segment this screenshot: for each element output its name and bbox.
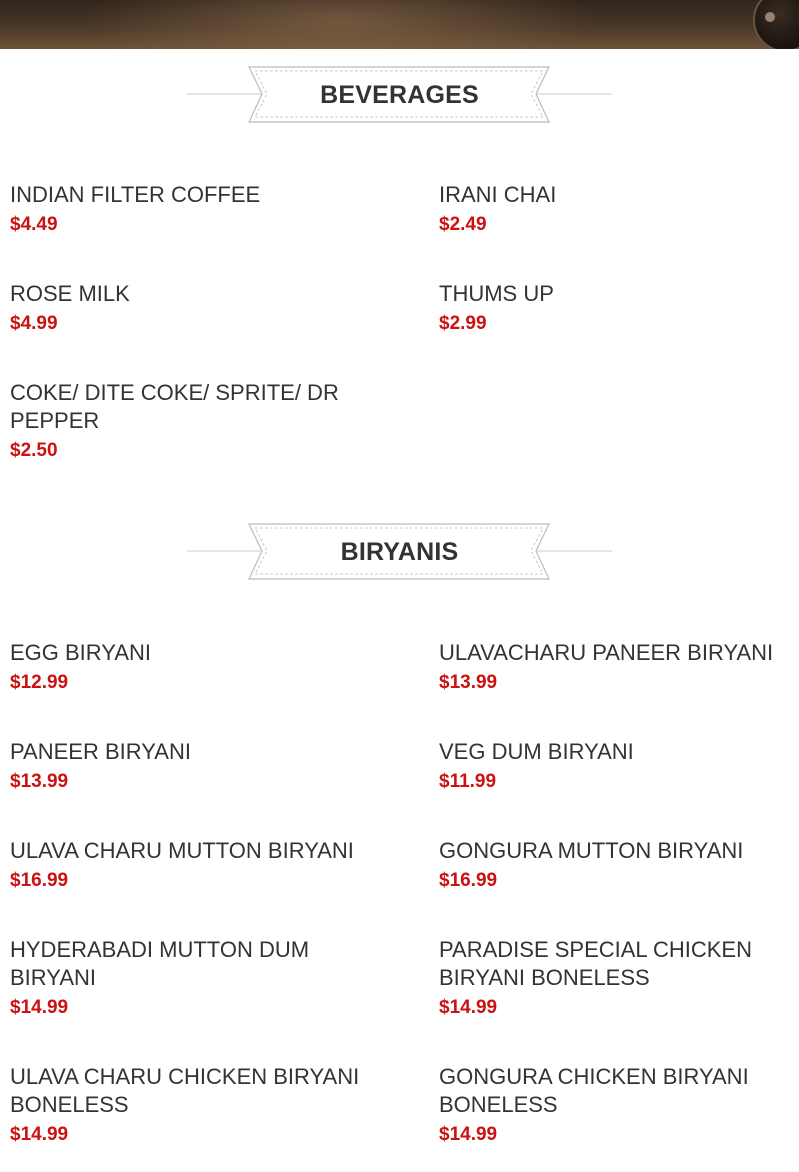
item-price: $14.99 (439, 997, 498, 1018)
item-price: $14.99 (10, 1124, 69, 1145)
item-name: INDIAN FILTER COFFEE (10, 182, 261, 207)
item-name: HYDERABADI MUTTON DUM BIRYANI (10, 937, 310, 990)
menu-item[interactable] (10, 280, 360, 336)
menu-item[interactable] (439, 280, 789, 336)
menu-item[interactable] (439, 181, 789, 237)
item-name: GONGURA CHICKEN BIRYANI BONELESS (439, 1064, 749, 1117)
item-price: $2.99 (439, 313, 487, 334)
item-name: COKE/ DITE COKE/ SPRITE/ DR PEPPER (10, 380, 339, 433)
section-title: BIRYANIS (340, 538, 459, 566)
item-price: $2.49 (439, 214, 487, 235)
item-name: ULAVA CHARU CHICKEN BIRYANI BONELESS (10, 1064, 360, 1117)
item-name: EGG BIRYANI (10, 640, 152, 665)
item-price: $14.99 (439, 1124, 498, 1145)
item-name: VEG DUM BIRYANI (439, 739, 634, 764)
menu-item[interactable] (10, 379, 360, 463)
section-banner-biryanis (187, 523, 612, 581)
menu-item[interactable] (10, 639, 360, 695)
menu-item[interactable] (439, 738, 789, 794)
hero-image-sheen (80, 0, 600, 49)
menu-item[interactable] (10, 738, 360, 794)
menu-item[interactable] (10, 181, 360, 237)
item-name: THUMS UP (439, 281, 554, 306)
item-price: $16.99 (10, 870, 69, 891)
item-price: $13.99 (439, 672, 498, 693)
menu-item[interactable] (439, 936, 789, 1020)
menu-item[interactable] (10, 936, 360, 1020)
menu-item[interactable] (439, 837, 789, 893)
item-name: GONGURA MUTTON BIRYANI (439, 838, 744, 863)
item-price: $4.99 (10, 313, 58, 334)
coffee-cup-image (753, 0, 799, 49)
item-price: $13.99 (10, 771, 69, 792)
menu-item[interactable] (10, 837, 360, 893)
item-name: ULAVA CHARU MUTTON BIRYANI (10, 838, 354, 863)
item-name: PANEER BIRYANI (10, 739, 191, 764)
item-price: $16.99 (439, 870, 498, 891)
section-banner-beverages (187, 66, 612, 124)
menu-item[interactable] (439, 639, 789, 695)
item-name: ROSE MILK (10, 281, 130, 306)
item-name: PARADISE SPECIAL CHICKEN BIRYANI BONELESS (439, 937, 752, 990)
item-price: $14.99 (10, 997, 69, 1018)
item-price: $12.99 (10, 672, 69, 693)
item-price: $2.50 (10, 440, 58, 461)
item-price: $4.49 (10, 214, 58, 235)
menu-item[interactable] (439, 1063, 789, 1147)
item-name: IRANI CHAI (439, 182, 557, 207)
menu-item[interactable] (10, 1063, 360, 1147)
item-name: ULAVACHARU PANEER BIRYANI (439, 640, 774, 665)
section-title: BEVERAGES (320, 81, 479, 109)
hero-image (0, 0, 799, 49)
item-price: $11.99 (439, 771, 497, 792)
